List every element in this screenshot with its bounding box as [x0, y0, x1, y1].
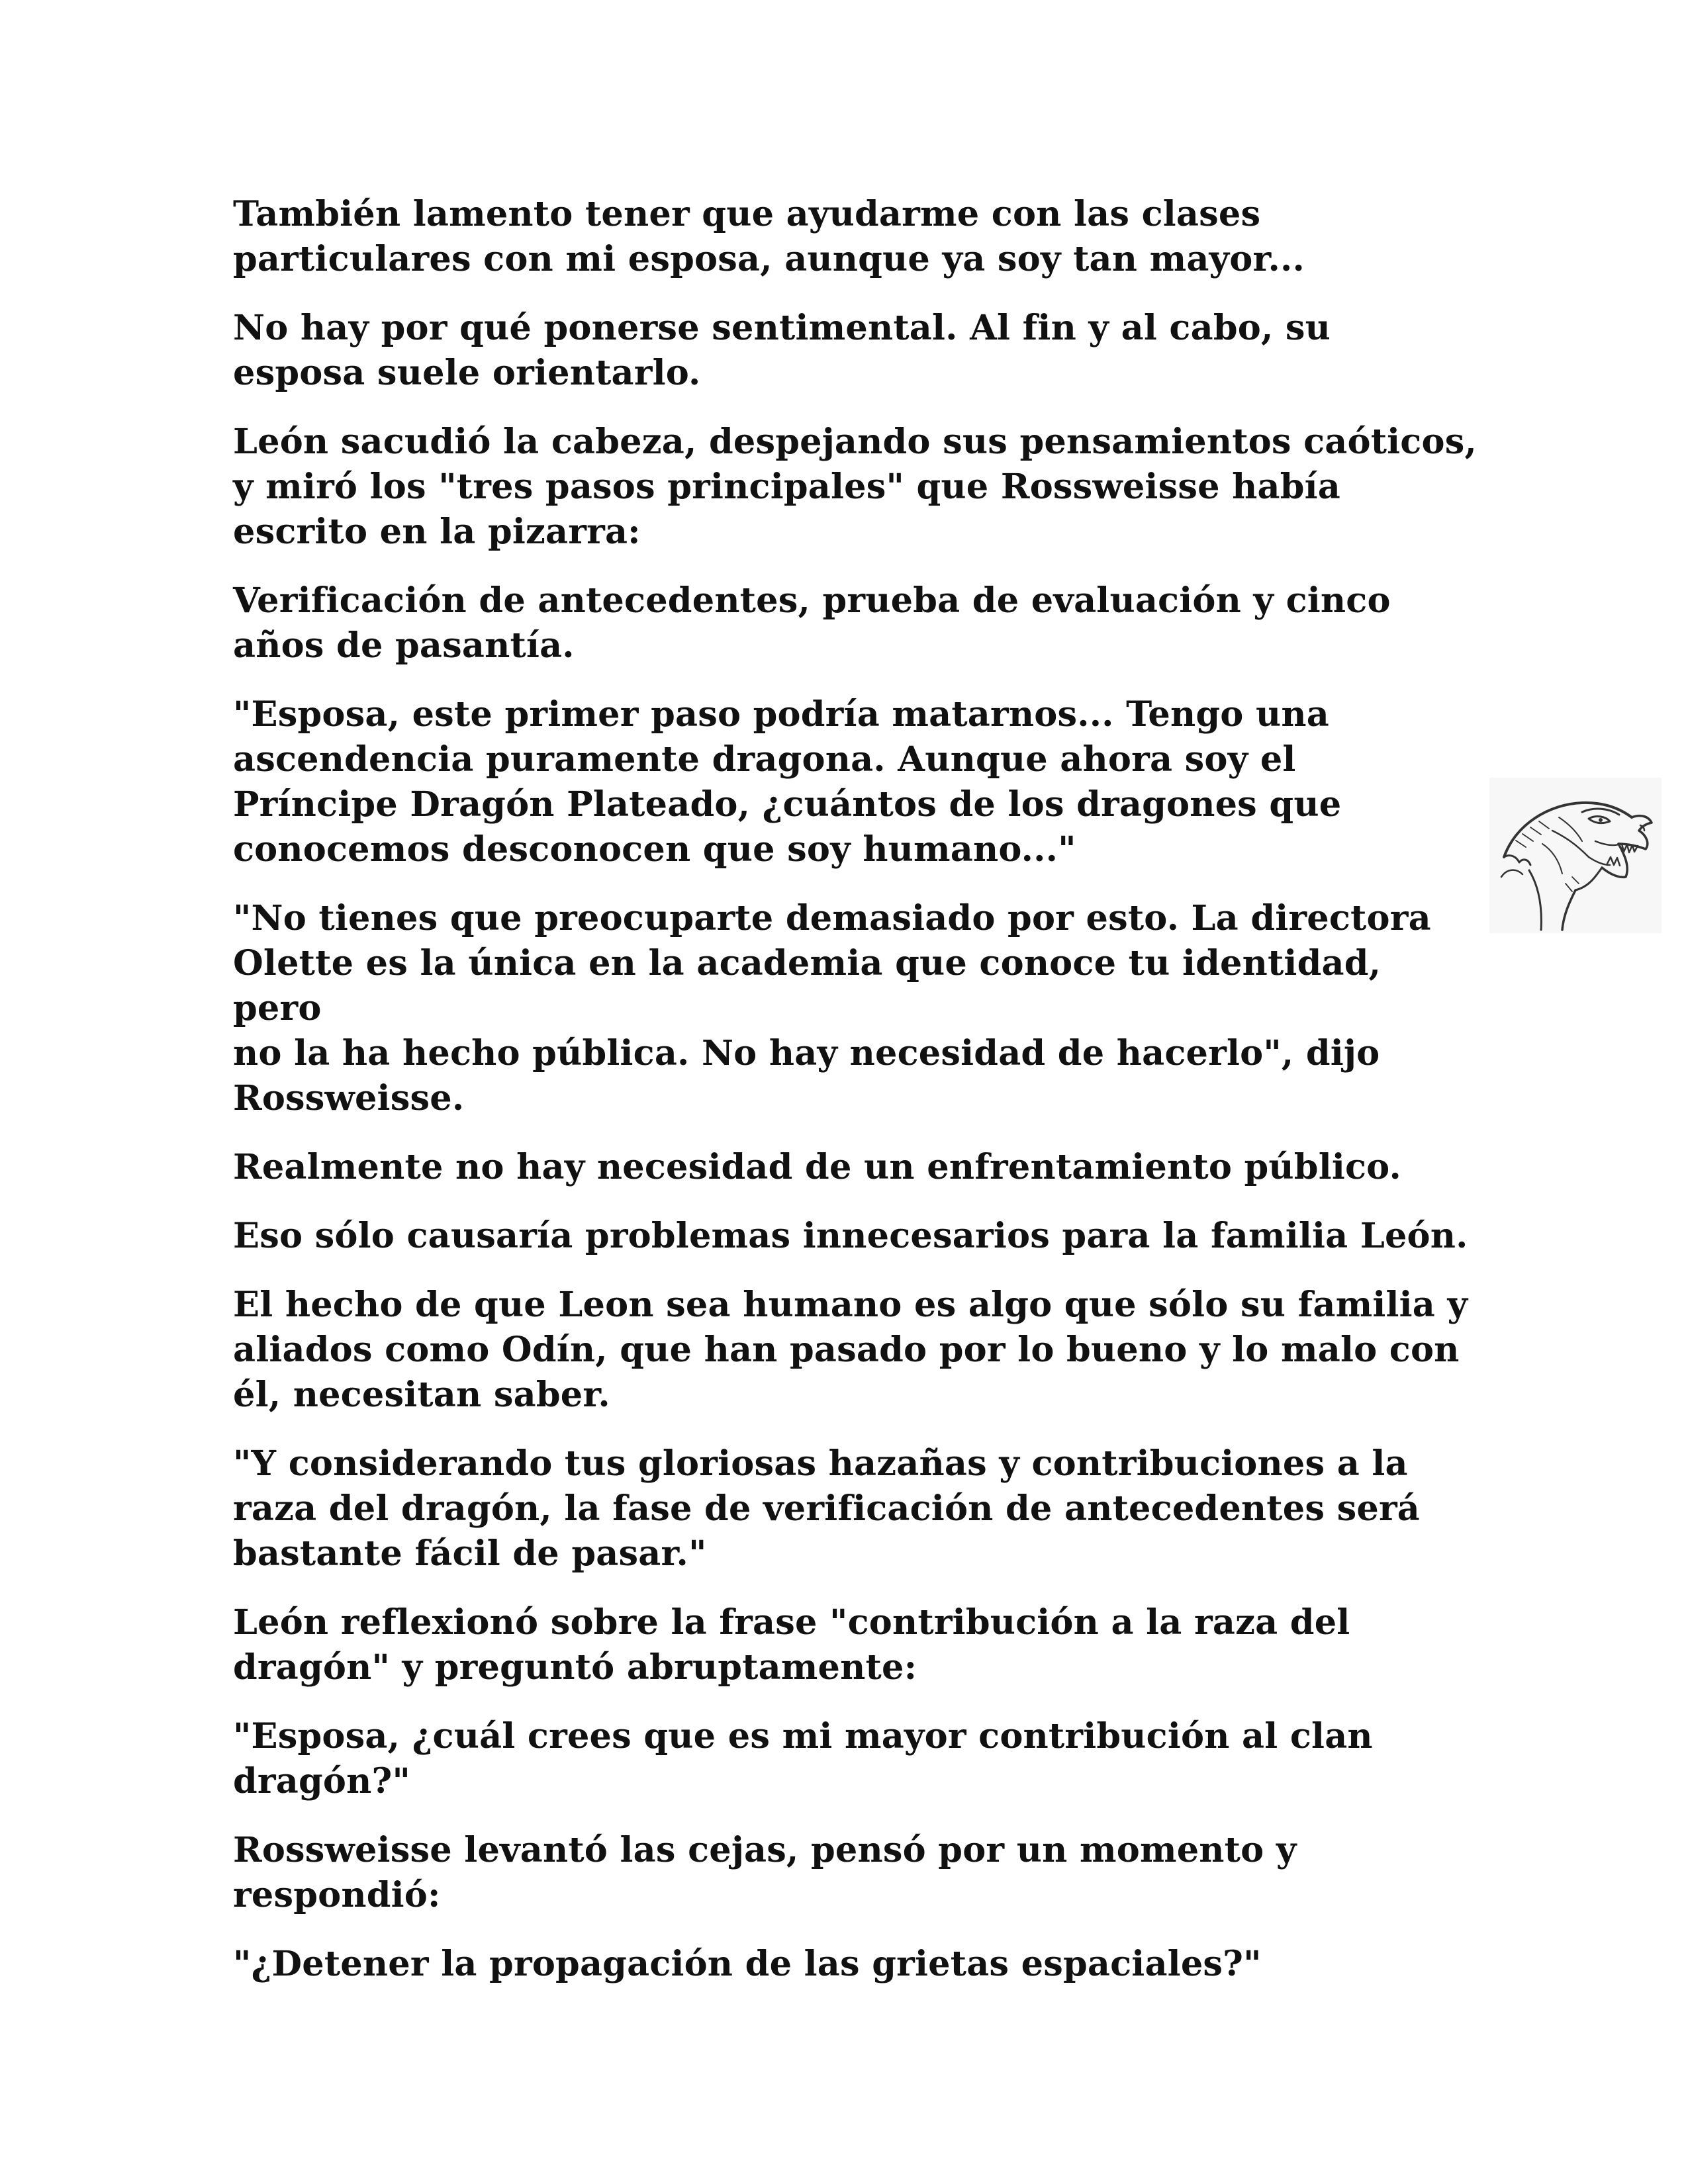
paragraph: Realmente no hay necesidad de un enfrentamiento público.: [233, 1147, 1401, 1187]
paragraph: León sacudió la cabeza, despejando sus pensamientos caóticos, y miró los "tres pasos principales" que Rossweisse había escrito en la pizarra:: [233, 422, 1477, 552]
paragraph: "Esposa, ¿cuál crees que es mi mayor contribución al clan dragón?": [233, 1716, 1373, 1801]
paragraph: Rossweisse levantó las cejas, pensó por un momento y respondió:: [233, 1830, 1297, 1915]
paragraph: "Esposa, este primer paso podría matarnos... Tengo una ascendencia puramente dragona. Aunque ahora soy el Príncipe Dragón Plateado, ¿cuántos de los dragones que conocemos desconocen que soy humano...": [233, 694, 1342, 870]
paragraph: "No tienes que preocuparte demasiado por esto. La directora Olette es la única en la academia que conoce tu identidad, pero no la ha hecho pública. No hay necesidad de hacerlo", dijo Rossweisse.: [233, 898, 1431, 1118]
paragraph: También lamento tener que ayudarme con las clases particulares con mi esposa, aunque ya soy tan mayor...: [233, 194, 1305, 279]
paragraph: "Y considerando tus gloriosas hazañas y contribuciones a la raza del dragón, la fase de verificación de antecedentes será bastante fácil de pasar.": [233, 1443, 1421, 1574]
paragraph: Eso sólo causaría problemas innecesarios para la familia León.: [233, 1216, 1468, 1256]
document-body: [233, 192, 1477, 2011]
paragraph: "¿Detener la propagación de las grietas espaciales?": [233, 1944, 1262, 1984]
paragraph: Verificación de antecedentes, prueba de evaluación y cinco años de pasantía.: [233, 580, 1391, 666]
dragon-head-icon: [1489, 778, 1662, 933]
paragraph: El hecho de que Leon sea humano es algo que sólo su familia y aliados como Odín, que han pasado por lo bueno y lo malo con él, necesitan saber.: [233, 1285, 1468, 1415]
paragraph: No hay por qué ponerse sentimental. Al fin y al cabo, su esposa suele orientarlo.: [233, 308, 1331, 393]
paragraph: León reflexionó sobre la frase "contribución a la raza del dragón" y preguntó abruptamente:: [233, 1602, 1350, 1688]
